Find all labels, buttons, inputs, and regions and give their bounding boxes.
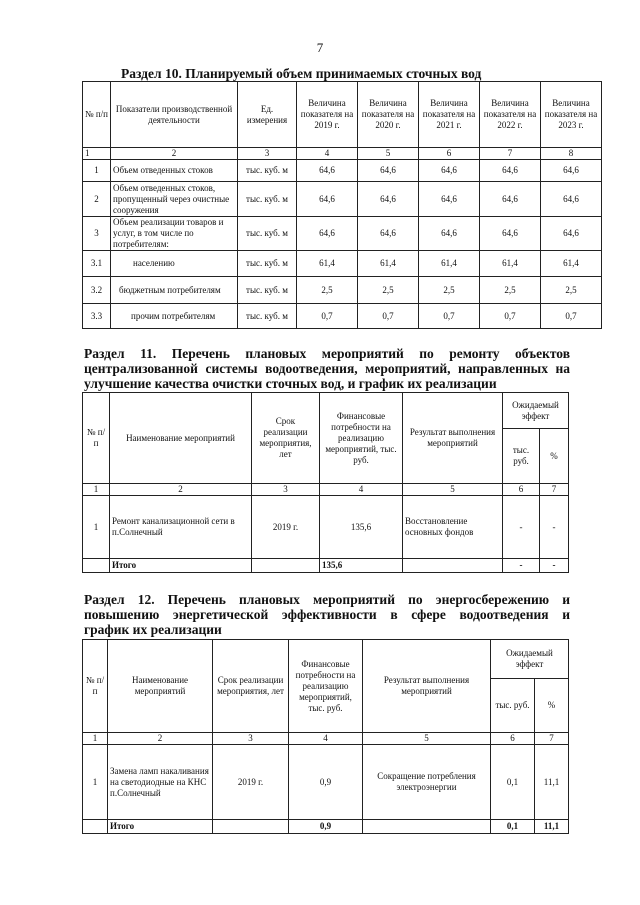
- section10-header-row: [83, 82, 602, 148]
- table-row: [83, 160, 602, 182]
- table-total-row: [83, 820, 569, 834]
- s10-cell: 61,4: [541, 251, 602, 277]
- s12-h-effect-abs: тыс. руб.: [491, 679, 535, 733]
- s10-cell: 2,5: [480, 277, 541, 304]
- s10-cell: 0,7: [358, 304, 419, 329]
- s10-cell: Объем отведенных стоков, пропущенный через очистные сооружения: [111, 182, 238, 217]
- s12-total-cell: [213, 820, 289, 834]
- s10-h-2019: Величина показателя на 2019 г.: [297, 82, 358, 148]
- s11-cell: 2019 г.: [252, 496, 320, 559]
- s10-cell: тыс. куб. м: [238, 251, 297, 277]
- s11-colnum: 4: [320, 484, 403, 496]
- s12-cell: 1: [83, 745, 108, 820]
- s10-cell: 64,6: [541, 160, 602, 182]
- s10-colnum: 5: [358, 148, 419, 160]
- s11-h-finance: Финансовые потребности на реализацию мероприятий, тыс. руб.: [320, 393, 403, 484]
- section11-header-row: [83, 393, 569, 429]
- s10-cell: 64,6: [541, 217, 602, 251]
- s12-total-cell: [363, 820, 491, 834]
- s12-total-label: Итого: [108, 820, 213, 834]
- s10-colnum: 3: [238, 148, 297, 160]
- section11-title-line: улучшение качества очистки сточных вод, и график их реализации: [84, 376, 497, 391]
- s12-colnum: 1: [83, 733, 108, 745]
- s11-cell: -: [540, 496, 569, 559]
- s10-cell: населению: [111, 251, 238, 277]
- s10-cell: тыс. куб. м: [238, 160, 297, 182]
- page-number: 7: [316, 40, 324, 55]
- s11-h-num: № п/п: [83, 393, 110, 484]
- s10-cell: 64,6: [480, 160, 541, 182]
- s11-colnum: 1: [83, 484, 110, 496]
- s11-h-term: Срок реализации мероприятия, лет: [252, 393, 320, 484]
- s12-h-result: Результат выполнения мероприятий: [363, 640, 491, 733]
- s10-cell: прочим потребителям: [111, 304, 238, 329]
- s10-cell: 64,6: [419, 182, 480, 217]
- section11-title: [84, 346, 570, 391]
- table-row: [83, 496, 569, 559]
- s10-cell: 2,5: [358, 277, 419, 304]
- section12-title-line: повышению энергетической эффективности в сфере водоотведения и: [84, 607, 570, 622]
- s12-cell: 0,1: [491, 745, 535, 820]
- s10-cell: Объем отведенных стоков: [111, 160, 238, 182]
- s10-cell: 3.2: [83, 277, 111, 304]
- table-row: [83, 277, 602, 304]
- s10-cell: 2,5: [297, 277, 358, 304]
- s10-cell: 64,6: [419, 160, 480, 182]
- s12-total-cell: [83, 820, 108, 834]
- s10-cell: тыс. куб. м: [238, 277, 297, 304]
- section11-title-line: централизованной системы водоотведения, мероприятий, направленных на: [84, 361, 570, 376]
- s10-cell: 64,6: [358, 217, 419, 251]
- s11-total-cell: [403, 559, 503, 573]
- s10-h-2022: Величина показателя на 2022 г.: [480, 82, 541, 148]
- s10-cell: бюджетным потребителям: [111, 277, 238, 304]
- section11-title-line: Раздел 11. Перечень плановых мероприятий по ремонту объектов: [84, 346, 570, 361]
- s11-colnum: 5: [403, 484, 503, 496]
- s11-total-cell: [252, 559, 320, 573]
- s10-colnum: 8: [541, 148, 602, 160]
- s12-h-name: Наименование мероприятий: [108, 640, 213, 733]
- table-row: [83, 182, 602, 217]
- section10-table: [82, 81, 602, 329]
- s10-h-unit: Ед. измерения: [238, 82, 297, 148]
- s12-cell: 11,1: [535, 745, 569, 820]
- s10-cell: 64,6: [358, 160, 419, 182]
- s10-h-2021: Величина показателя на 2021 г.: [419, 82, 480, 148]
- s10-cell: 64,6: [480, 182, 541, 217]
- s10-cell: 3: [83, 217, 111, 251]
- s11-h-result: Результат выполнения мероприятий: [403, 393, 503, 484]
- s12-h-effect-pct: %: [535, 679, 569, 733]
- s10-h-2023: Величина показателя на 2023 г.: [541, 82, 602, 148]
- s10-colnum: 1: [83, 148, 111, 160]
- section12-title-line: график их реализации: [84, 622, 222, 637]
- s10-cell: тыс. куб. м: [238, 182, 297, 217]
- s12-colnum: 4: [289, 733, 363, 745]
- s11-cell: Восстановление основных фондов: [403, 496, 503, 559]
- s12-total-cell: 11,1: [535, 820, 569, 834]
- s11-total-cell: -: [540, 559, 569, 573]
- s11-colnum: 7: [540, 484, 569, 496]
- s12-cell: 0,9: [289, 745, 363, 820]
- s10-cell: 2,5: [419, 277, 480, 304]
- s12-cell: Замена ламп накаливания на светодиодные на КНС п.Солнечный: [108, 745, 213, 820]
- s12-h-num: № п/п: [83, 640, 108, 733]
- s10-colnum: 4: [297, 148, 358, 160]
- section11-table: [82, 392, 569, 573]
- s10-cell: 61,4: [419, 251, 480, 277]
- s12-total-cell: 0,9: [289, 820, 363, 834]
- s10-cell: 2: [83, 182, 111, 217]
- s12-colnum: 7: [535, 733, 569, 745]
- s10-cell: 64,6: [541, 182, 602, 217]
- section12-title-line: Раздел 12. Перечень плановых мероприятий по энергосбережению и: [84, 592, 570, 607]
- s11-cell: Ремонт канализационной сети в п.Солнечный: [110, 496, 252, 559]
- s11-total-label: Итого: [110, 559, 252, 573]
- s12-h-effect: Ожидаемый эффект: [491, 640, 569, 679]
- s10-cell: 0,7: [419, 304, 480, 329]
- s11-cell: 1: [83, 496, 110, 559]
- section10-title: Раздел 10. Планируемый объем принимаемых сточных вод: [121, 66, 482, 81]
- s11-cell: -: [503, 496, 540, 559]
- s10-colnum: 6: [419, 148, 480, 160]
- s10-cell: тыс. куб. м: [238, 304, 297, 329]
- s10-cell: 64,6: [480, 217, 541, 251]
- s10-cell: 61,4: [297, 251, 358, 277]
- s11-cell: 135,6: [320, 496, 403, 559]
- s12-cell: 2019 г.: [213, 745, 289, 820]
- s10-cell: 61,4: [358, 251, 419, 277]
- table-row: [83, 304, 602, 329]
- s10-cell: 1: [83, 160, 111, 182]
- s10-cell: 0,7: [297, 304, 358, 329]
- s10-cell: 64,6: [419, 217, 480, 251]
- s12-h-finance: Финансовые потребности на реализацию мероприятий, тыс. руб.: [289, 640, 363, 733]
- s12-colnum: 3: [213, 733, 289, 745]
- table-row: [83, 217, 602, 251]
- s11-colnum: 6: [503, 484, 540, 496]
- s12-total-cell: 0,1: [491, 820, 535, 834]
- s10-cell: 64,6: [358, 182, 419, 217]
- s11-total-cell: -: [503, 559, 540, 573]
- s11-colnum: 3: [252, 484, 320, 496]
- s12-colnum: 5: [363, 733, 491, 745]
- section12-title: [84, 592, 570, 637]
- s10-cell: 64,6: [297, 217, 358, 251]
- s11-h-effect-pct: %: [540, 429, 569, 484]
- s12-cell: Сокращение потребления электроэнергии: [363, 745, 491, 820]
- s11-colnum: 2: [110, 484, 252, 496]
- s10-colnum: 2: [111, 148, 238, 160]
- s12-colnum: 6: [491, 733, 535, 745]
- section12-table: [82, 639, 569, 834]
- s12-colnum: 2: [108, 733, 213, 745]
- s10-cell: 0,7: [480, 304, 541, 329]
- s10-cell: 61,4: [480, 251, 541, 277]
- s10-cell: Объем реализации товаров и услуг, в том числе по потребителям:: [111, 217, 238, 251]
- table-row: [83, 251, 602, 277]
- s11-h-effect-abs: тыс. руб.: [503, 429, 540, 484]
- s10-cell: 3.1: [83, 251, 111, 277]
- section12-colnum-row: [83, 733, 569, 745]
- s10-cell: 2,5: [541, 277, 602, 304]
- section10-colnum-row: [83, 148, 602, 160]
- s10-cell: 64,6: [297, 160, 358, 182]
- s11-total-cell: 135,6: [320, 559, 403, 573]
- s10-cell: 3.3: [83, 304, 111, 329]
- section11-colnum-row: [83, 484, 569, 496]
- s10-h-2020: Величина показателя на 2020 г.: [358, 82, 419, 148]
- s11-total-cell: [83, 559, 110, 573]
- s10-h-num: № п/п: [83, 82, 111, 148]
- s12-h-term: Срок реализации мероприятия, лет: [213, 640, 289, 733]
- s10-cell: 64,6: [297, 182, 358, 217]
- section12-header-row: [83, 640, 569, 679]
- table-total-row: [83, 559, 569, 573]
- s11-h-effect: Ожидаемый эффект: [503, 393, 569, 429]
- s10-cell: тыс. куб. м: [238, 217, 297, 251]
- s10-colnum: 7: [480, 148, 541, 160]
- s10-h-indicator: Показатели производственной деятельности: [111, 82, 238, 148]
- s11-h-name: Наименование мероприятий: [110, 393, 252, 484]
- table-row: [83, 745, 569, 820]
- s10-cell: 0,7: [541, 304, 602, 329]
